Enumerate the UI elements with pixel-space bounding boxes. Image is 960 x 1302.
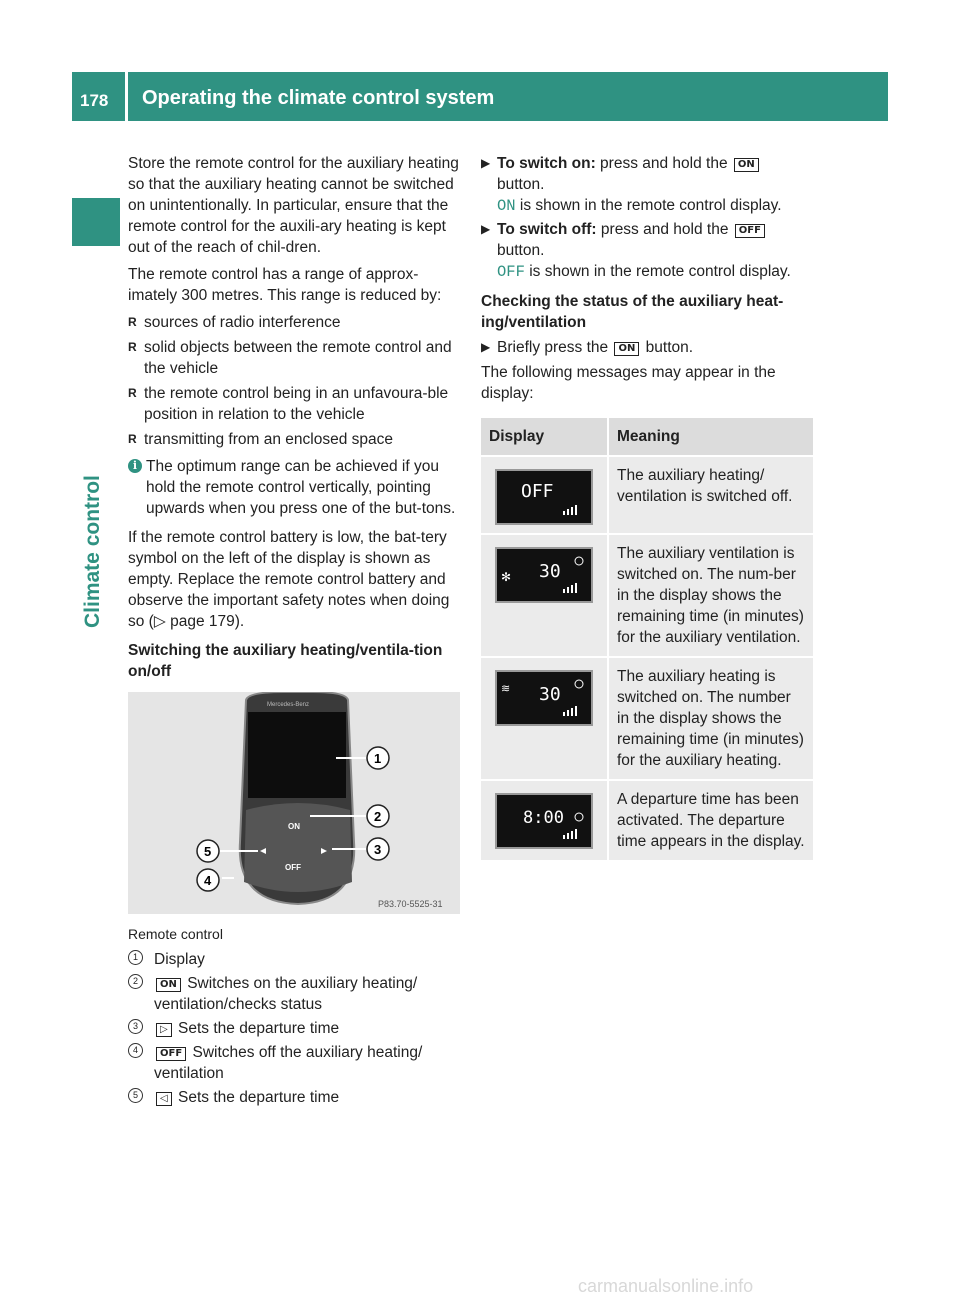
meaning-cell: A departure time has been activated. The departure time appears in the display. [609,779,813,860]
display-text-on: ON [497,197,516,215]
info-note [128,456,460,519]
meaning-cell: The auxiliary heating/ ventilation is switched off. [609,455,813,533]
step-switch-off: ▶ To switch off: press and hold the OFF button. OFF is shown in the remote control display. [481,221,791,281]
left-arrow-key-icon: ◁ [156,1092,172,1106]
off-key-icon: OFF [156,1047,186,1061]
display-text-off: OFF [497,263,525,281]
clock-icon [575,557,583,565]
battery-text-end: ). [234,613,245,630]
bullet-item: R sources of radio interference [128,312,460,333]
svg-text:30: 30 [539,684,561,705]
section-label: Climate control [81,475,104,628]
callout-3 [367,838,389,860]
paragraph-range: The remote control has a range of approx-imately 300 metres. This range is reduced by: [128,266,442,304]
remote-control-figure [128,692,460,914]
svg-text:8:00: 8:00 [523,808,564,828]
paragraph-following: The following messages may appear in the display: [481,364,776,402]
signal-icon [563,583,577,593]
paragraph-storage: Store the remote control for the auxiliary heating so that the auxiliary heating cannot be switched on unintentionally. In particular, ensure that the remote control for the auxili-ary heating is kept out of the reach of chil-dren. [128,155,459,256]
on-key-icon: ON [156,978,181,992]
bullet-item: R the remote control being in an unfavoura-ble position in relation to the vehicle [128,383,460,425]
step-arrow-icon: ▶ [481,340,491,354]
heating-icon: ≋ [501,683,511,695]
figure-code: P83.70-5525-31 [378,899,443,909]
meaning-cell: The auxiliary heating is switched on. The number in the display shows the remaining time (in minutes) for the auxiliary heating. [609,656,813,779]
fan-icon: ✻ [501,570,512,584]
svg-text:4: 4 [204,873,212,888]
table-row [481,779,813,860]
legend-item-5: 5 ◁ Sets the departure time [128,1087,460,1108]
svg-text:1: 1 [374,751,382,766]
clock-icon [575,680,583,688]
display-meaning-table [481,418,813,860]
brand-label: Mercedes-Benz [267,702,310,708]
info-icon: i [128,459,142,473]
table-row [481,533,813,656]
battery-text: If the remote control battery is low, the bat-tery symbol on the left of the display is shown as empty. Replace the remote control battery and observe the important safety notes when doing so ( [128,529,450,630]
legend-item-3: 3 ▷ Sets the departure time [128,1018,460,1039]
callout-5 [197,840,219,862]
off-key-icon: OFF [735,224,765,238]
clock-icon [575,813,583,821]
signal-icon [563,706,577,716]
svg-text:30: 30 [539,561,561,582]
right-arrow-key-icon: ▷ [156,1023,172,1037]
callout-1 [367,747,389,769]
table-row [481,656,813,779]
section-heading-checking: Checking the status of the auxiliary heat-ing/ventilation [481,293,784,331]
left-column [128,153,460,1111]
lcd-display-ventilation [495,547,593,603]
legend-item-1: 1 Display [128,949,460,970]
table-header-meaning: Meaning [609,418,813,455]
signal-icon [563,829,577,839]
off-button-label: OFF [285,863,301,872]
header-divider [125,72,128,121]
table-row [481,455,813,533]
info-text: The optimum range can be achieved if you hold the remote control vertically, pointing upwards when you press one of the but-tons. [146,458,456,517]
figure-caption: Remote control [128,926,223,942]
table-header-display: Display [481,418,609,455]
page-reference-link[interactable]: page 179 [170,613,235,630]
legend-item-4: 4 OFF Switches off the auxiliary heating/ ventilation [128,1042,460,1084]
lcd-display-off [495,469,593,525]
svg-text:OFF: OFF [521,481,554,502]
paragraph-battery [128,527,460,632]
section-heading-switching: Switching the auxiliary heating/ventila-tion on/off [128,642,443,680]
svg-text:3: 3 [374,842,382,857]
legend-item-2: 2 ON Switches on the auxiliary heating/ ventilation/checks status [128,973,460,1015]
page-number: 178 [80,91,109,110]
on-key-icon: ON [614,342,639,356]
on-button-label: ON [288,822,300,831]
watermark: carmanualsonline.info [578,1276,754,1296]
on-key-icon: ON [734,158,759,172]
svg-text:5: 5 [204,844,212,859]
remote-control-illustration [128,692,460,914]
step-arrow-icon: ▶ [481,156,491,170]
step-check-status: ▶ Briefly press the ON button. [481,339,694,356]
page-title: Operating the climate control system [142,87,495,109]
signal-icon [563,505,577,515]
bullet-item: R transmitting from an enclosed space [128,429,460,450]
callout-4 [197,869,219,891]
section-tab [72,198,120,246]
bullet-item: R solid objects between the remote control and the vehicle [128,337,460,379]
callout-2 [367,805,389,827]
lcd-display-departure [495,793,593,849]
step-arrow-icon: ▶ [481,222,491,236]
meaning-cell: The auxiliary ventilation is switched on. The num-ber in the display shows the remaining time (in minutes) for the auxiliary ventilation. [609,533,813,656]
page-ref-arrow-icon: ▷ [153,613,171,630]
lcd-display-heating [495,670,593,726]
step-switch-on: ▶ To switch on: press and hold the ON button. ON is shown in the remote control display. [481,155,782,215]
right-column [481,153,813,860]
svg-text:2: 2 [374,809,382,824]
